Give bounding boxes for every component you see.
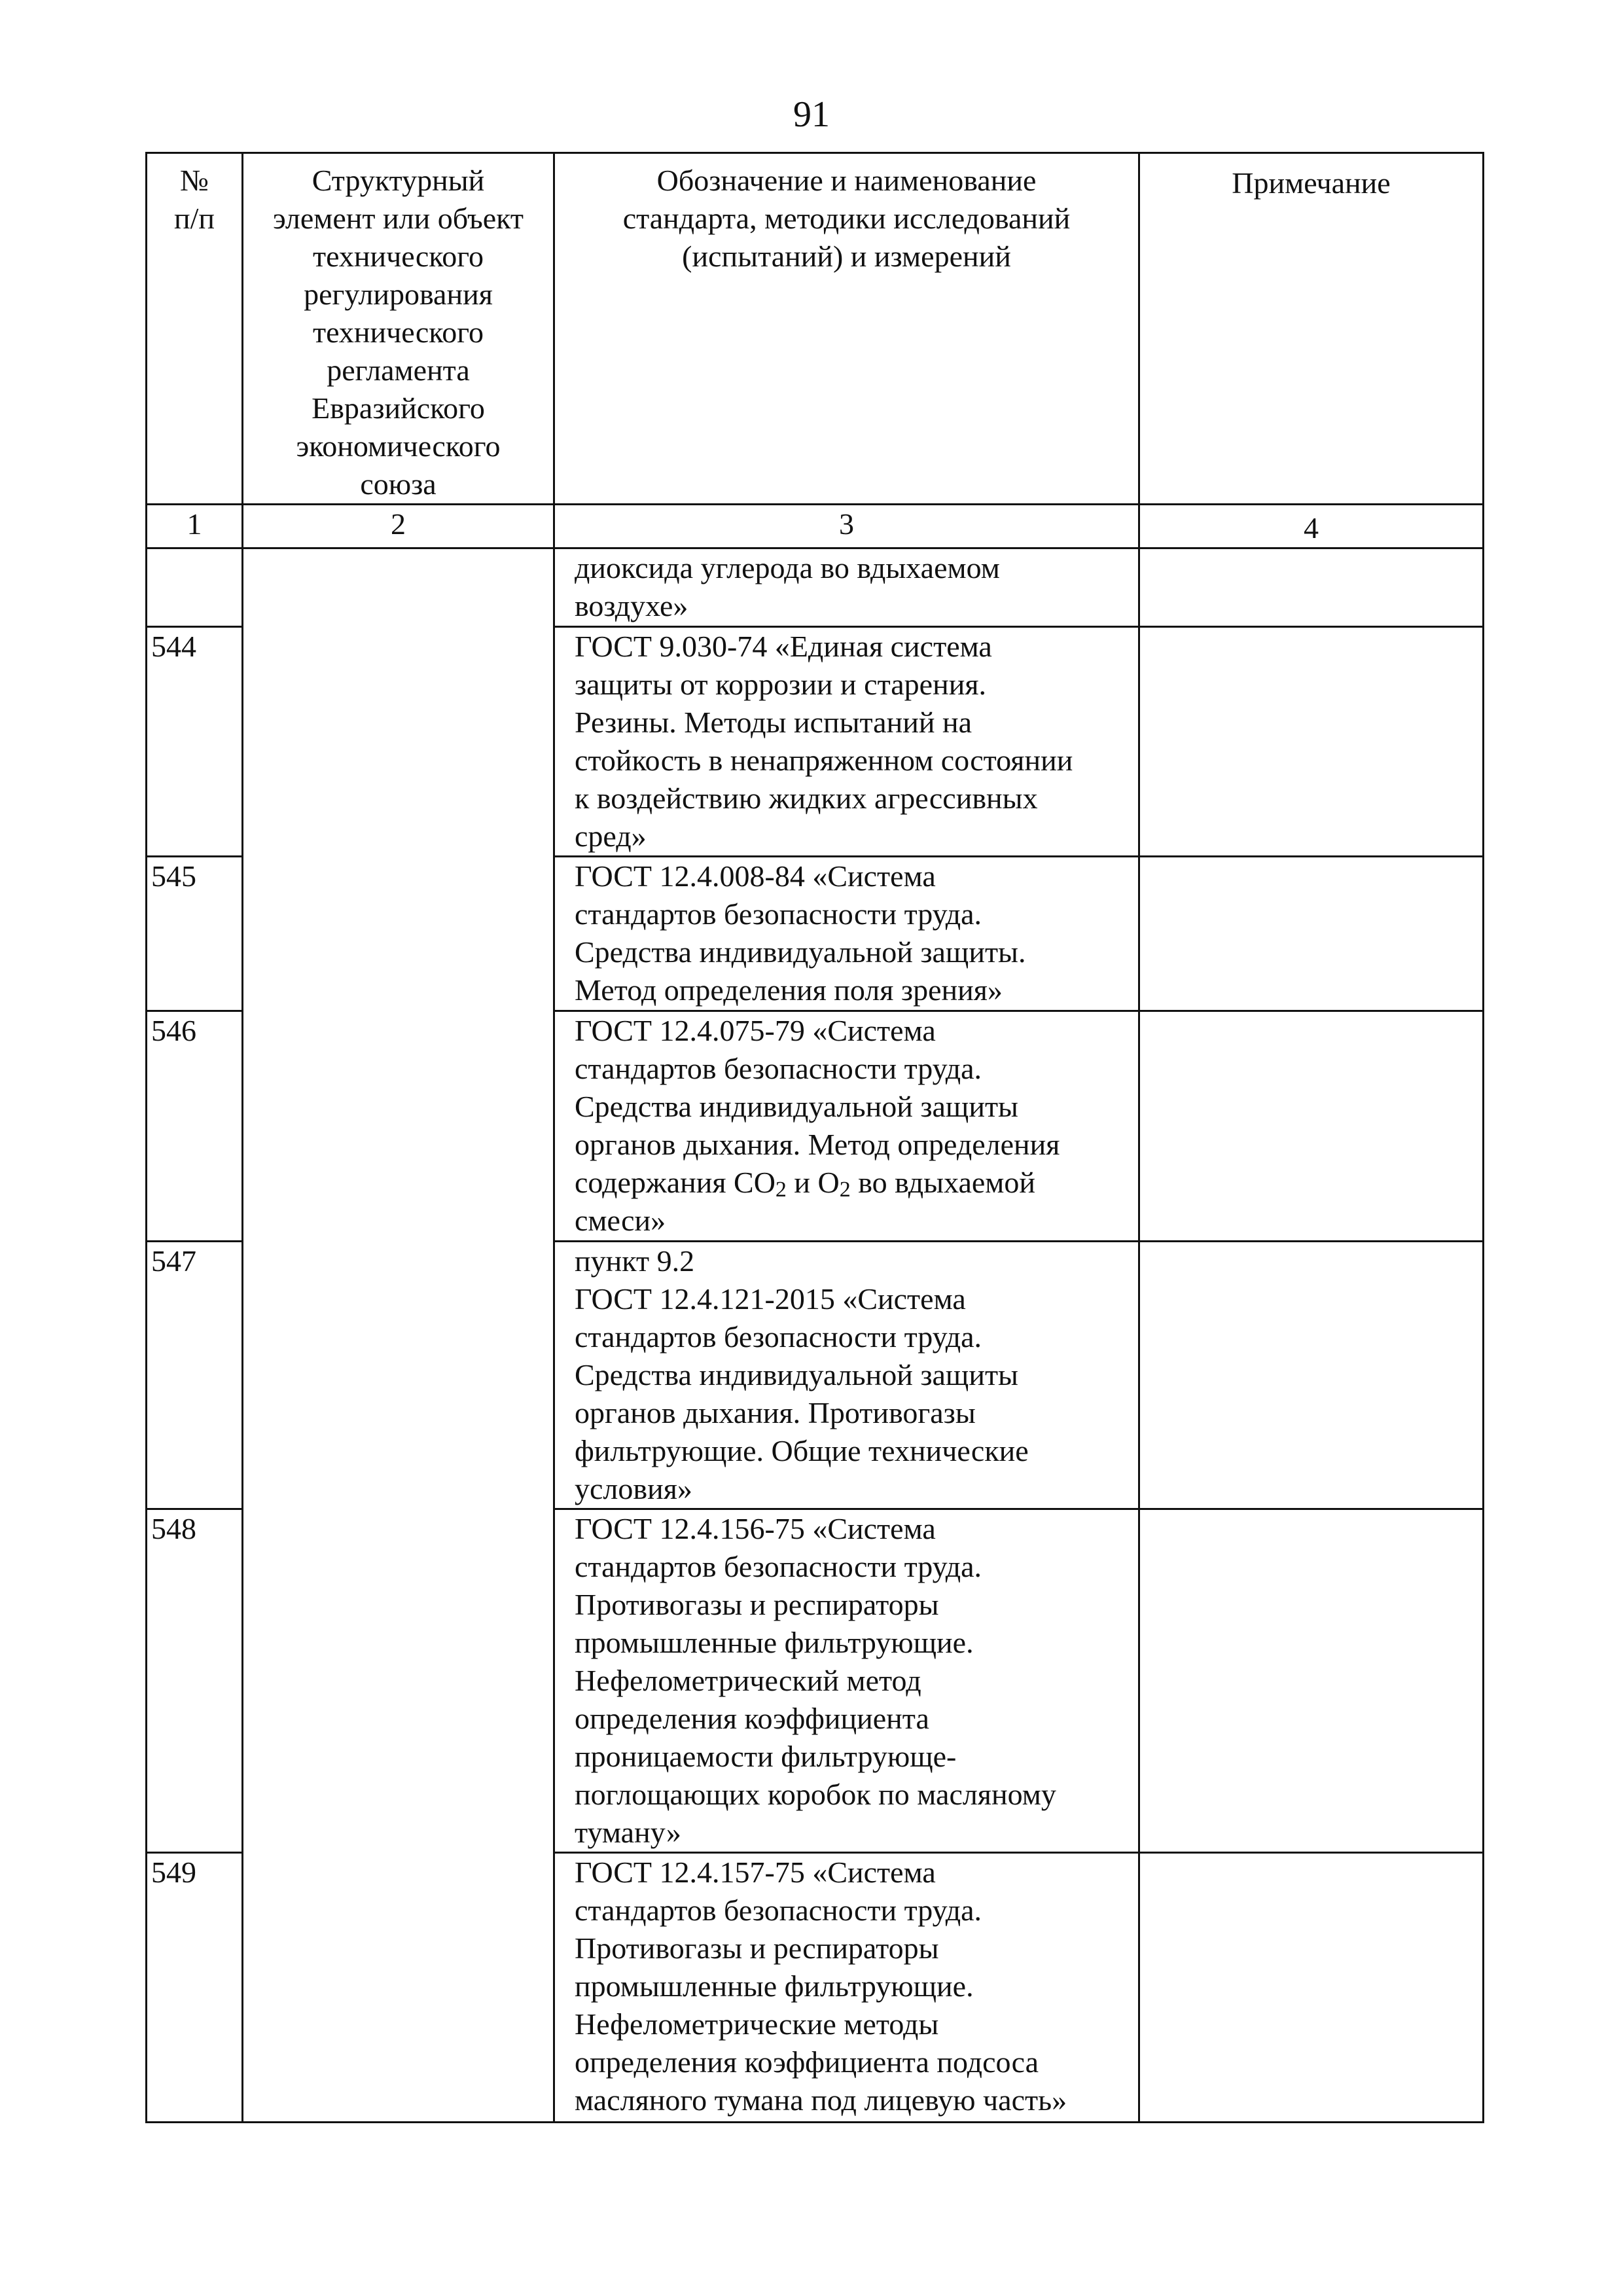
standard-cell: ГОСТ 12.4.157-75 «Система стандартов безопасности труда. Противогазы и респираторы промышленные фильтрующие. Нефелометрические методы определения коэффициента подсоса масляного тумана под лицевую часть»: [554, 1853, 1139, 2123]
header-standard: Обозначение и наименование стандарта, методики исследований (испытаний) и измерений: [554, 153, 1139, 505]
page-number: 91: [793, 94, 830, 135]
standard-cell: ГОСТ 9.030-74 «Единая система защиты от коррозии и старения. Резины. Методы испытаний на стойкость в ненапряженном состоянии к воздействию жидких агрессивных сред»: [554, 627, 1139, 857]
table-header-row: [147, 153, 1484, 505]
structural-element-cell: [243, 548, 554, 2123]
note-cell: [1139, 548, 1484, 627]
row-number: 544: [147, 627, 243, 857]
column-index-row: [147, 505, 1484, 548]
row-number: 547: [147, 1242, 243, 1509]
standard-cell: диоксида углерода во вдыхаемом воздухе»: [554, 548, 1139, 627]
note-cell: [1139, 1853, 1484, 2123]
header-note: Примечание: [1139, 153, 1484, 505]
note-cell: [1139, 1509, 1484, 1853]
standard-cell: ГОСТ 12.4.008-84 «Система стандартов безопасности труда. Средства индивидуальной защиты. Метод определения поля зрения»: [554, 857, 1139, 1011]
note-cell: [1139, 857, 1484, 1011]
standards-table: [145, 152, 1484, 2123]
note-cell: [1139, 627, 1484, 857]
standard-cell: ГОСТ 12.4.156-75 «Система стандартов безопасности труда. Противогазы и респираторы промышленные фильтрующие. Нефелометрический метод определения коэффициента проницаемости фильтрующе- поглощающих коробок по масляному туману»: [554, 1509, 1139, 1853]
note-cell: [1139, 1011, 1484, 1242]
column-index: 4: [1139, 505, 1484, 548]
row-number: 549: [147, 1853, 243, 2123]
row-number: 548: [147, 1509, 243, 1853]
column-index: 1: [147, 505, 243, 548]
standard-cell: ГОСТ 12.4.075-79 «Система стандартов безопасности труда. Средства индивидуальной защиты органов дыхания. Метод определения содержания $CO_2$ и $O_2$ во вдыхаемой смеси»: [554, 1011, 1139, 1242]
standard-cell: пункт 9.2 ГОСТ 12.4.121-2015 «Система стандартов безопасности труда. Средства индивидуальной защиты органов дыхания. Противогазы фильтрующие. Общие технические условия»: [554, 1242, 1139, 1509]
table-row: [147, 548, 1484, 627]
row-number: 545: [147, 857, 243, 1011]
column-index: 2: [243, 505, 554, 548]
row-number: [147, 548, 243, 627]
note-cell: [1139, 1242, 1484, 1509]
header-number: № п/п: [147, 153, 243, 505]
column-index: 3: [554, 505, 1139, 548]
row-number: 546: [147, 1011, 243, 1242]
header-structural-element: Структурный элемент или объект технического регулирования технического регламента Евразийского экономического союза: [243, 153, 554, 505]
